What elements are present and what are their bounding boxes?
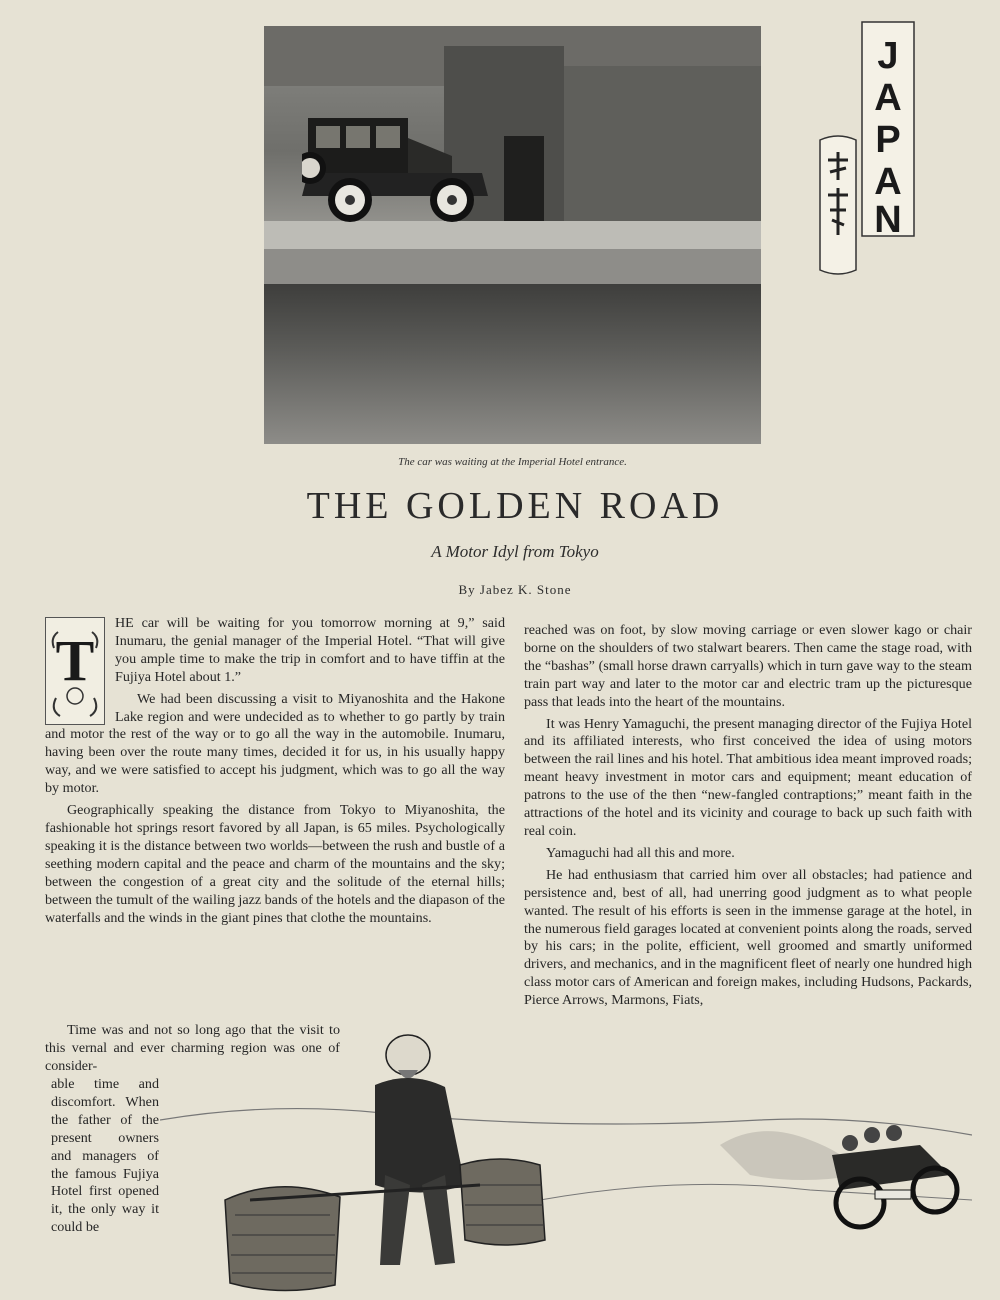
automobile-in-photo bbox=[302, 118, 492, 228]
svg-text:P: P bbox=[875, 119, 901, 161]
porter-figure bbox=[375, 1035, 465, 1265]
porter-and-car-illustration bbox=[160, 1025, 972, 1295]
hotel-entrance-photo bbox=[264, 26, 761, 444]
paragraph: Time was and not so long ago that the visit to this vernal and ever charming region was one of consider- bbox=[45, 1022, 340, 1074]
left-column-narrow-bottom bbox=[51, 1076, 159, 1237]
article-byline: By Jabez K. Stone bbox=[458, 582, 572, 597]
article-title: THE GOLDEN ROAD bbox=[306, 485, 724, 527]
left-column bbox=[45, 615, 505, 931]
svg-text:A: A bbox=[874, 161, 902, 203]
basket-right bbox=[460, 1159, 545, 1245]
paragraph: HE car will be waiting for you tomorrow morning at 9,” said Inumaru, the genial manager of the Imperial Hotel. “That will give you ample time to make the trip in comfort and to have tiffin at the Fujiya Hotel about 1.” bbox=[115, 615, 505, 685]
japan-badge bbox=[818, 20, 918, 278]
paragraph: It was Henry Yamaguchi, the present managing director of the Fujiya Hotel and its affiliated interests, who first conceived the idea of using motors between the rail lines and his hotel. That ambitious idea meant improved roads; meant heavy investment in motor cars and equipment; meant education of patrons to the use of the then “new-fangled contraptions;” meant faith in the attractions of the hotel and its vicinity and courage to back up such faith with real coin. bbox=[524, 715, 972, 839]
paragraph: Yamaguchi had all this and more. bbox=[546, 844, 735, 861]
svg-text:J: J bbox=[877, 35, 899, 77]
basket-left bbox=[225, 1187, 340, 1291]
vintage-car-figure bbox=[832, 1125, 957, 1227]
japan-badge-graphic bbox=[818, 20, 918, 278]
paragraph: able time and discomfort. When the father of the present owners and managers of the famous Fujiya Hotel first opened it, the only way it could be bbox=[51, 1076, 159, 1236]
paragraph: We had been discussing a visit to Miyanoshita and the Hakone Lake region and were undecided as to whether to go partly by train and motor the rest of the way or to go all the way in the automobile. Inumaru, having been over the route many times, decided it for us, in his usually happy way, and we were satisfied to accept his judgment, which was to go all the way by motor. bbox=[45, 690, 505, 797]
svg-text:N: N bbox=[874, 199, 902, 241]
article-subtitle: A Motor Idyl from Tokyo bbox=[431, 542, 599, 561]
drop-cap-letter: T bbox=[55, 628, 95, 693]
drop-cap bbox=[45, 617, 105, 725]
paragraph: He had enthusiasm that carried him over all obstacles; had patience and persistence and, best of all, had unerring good judgment as to what people wanted. The result of his efforts is seen in the immense garage at the hotel, in the numerous field garages located at convenient points along the roads, served by his cars; in the polite, efficient, well groomed and smartly uniformed drivers, and mechanics, and in the magnificent fleet of nearly one hundred high class motor cars of American and foreign makes, including Hudsons, Packards, Pierce Arrows, Marmons, Fiats, bbox=[524, 866, 972, 1009]
right-column bbox=[524, 622, 972, 1014]
paragraph: reached was on foot, by slow moving carriage or even slower kago or chair borne on the shoulders of two stalwart bearers. Then came the stage road, with the “bashas” (small horse drawn carryalls) which in turn gave way to the steam train part way and later to the motor car and electric tram up the picturesque pass that leads into the heart of the mountains. bbox=[524, 622, 972, 710]
photo-caption: The car was waiting at the Imperial Hotel entrance. bbox=[398, 456, 627, 468]
svg-text:A: A bbox=[874, 77, 902, 119]
paragraph: Geographically speaking the distance from Tokyo to Miyanoshita, the fashionable hot springs resort favored by all Japan, is 65 miles. Psychologically speaking it is the distance between two worlds—between the rush and bustle of a seething modern capital and the peace and charm of the mountains and the sky; between the congestion of a great city and the solitude of the eternal hills; between the tumult of the wailing jazz bands of the hotels and the diapason of the waterfalls and the winds in the giant pines that clothe the mountains. bbox=[45, 802, 505, 926]
